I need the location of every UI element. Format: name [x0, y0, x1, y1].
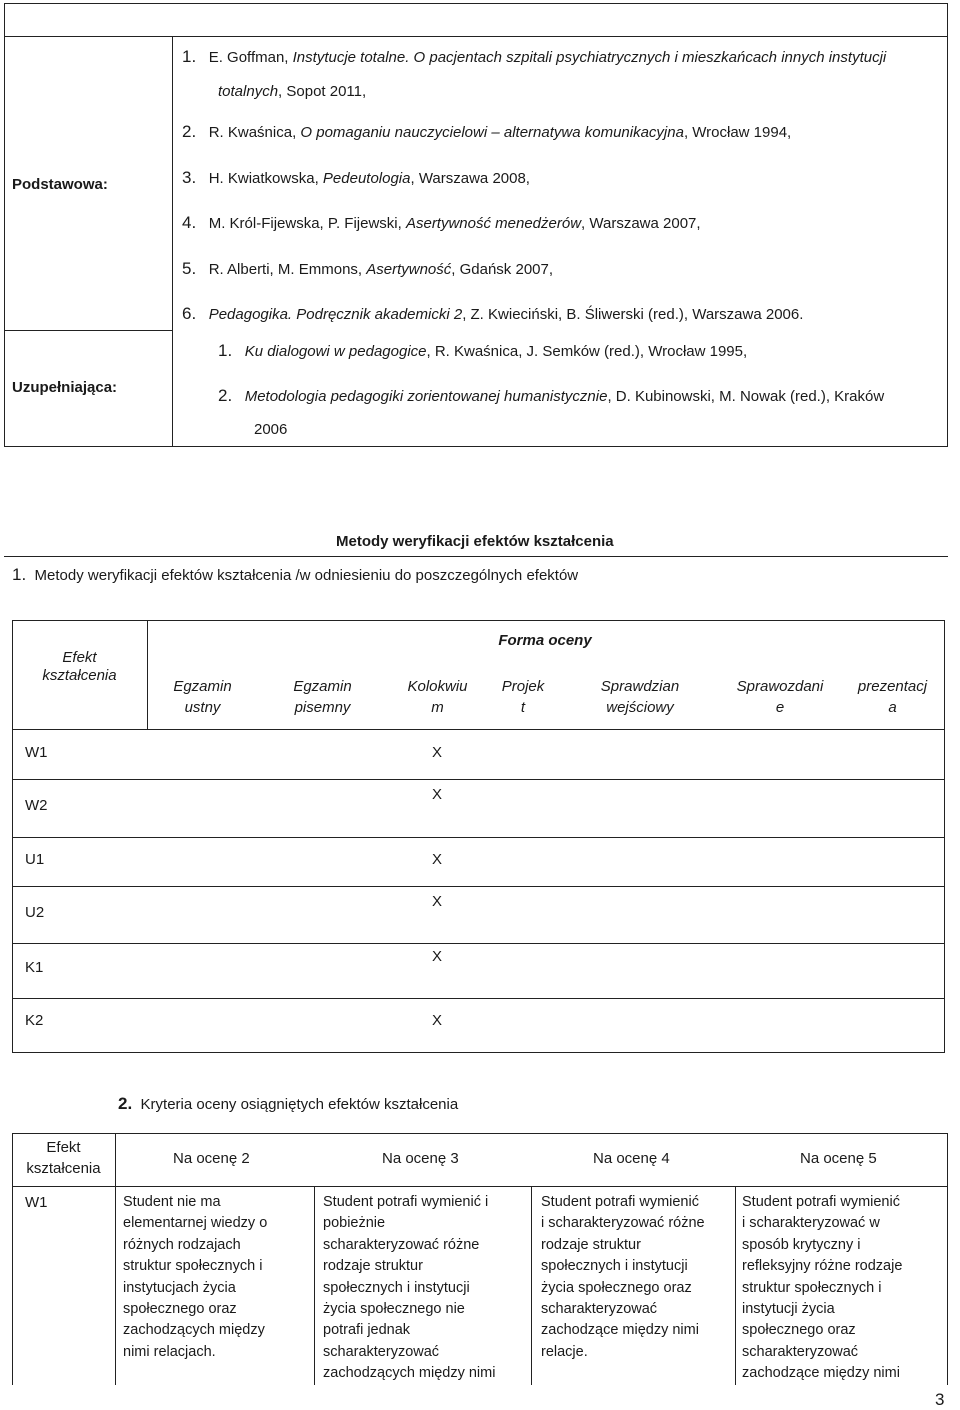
methods-first-col-header: Efekt kształcenia	[42, 649, 117, 684]
basic-item-1-cont: totalnych, Sopot 2011,	[218, 83, 367, 100]
methods-title: Metody weryfikacji efektów kształcenia	[336, 533, 614, 550]
criteria-header-2: Na ocenę 2	[173, 1150, 250, 1167]
col-sprawdzian: Sprawdzian wejściowy	[600, 678, 680, 716]
table-row-mark: X	[432, 1012, 443, 1029]
supplementary-literature-label: Uzupełniająca:	[12, 379, 118, 396]
basic-item-6: 6. Pedagogika. Podręcznik akademicki 2, Z. Kwieciński, B. Śliwerski (red.), Warszawa 2006.	[182, 304, 804, 323]
col-kolokwium: Kolokwiu m	[407, 678, 468, 716]
criteria-header-3: Na ocenę 3	[382, 1150, 459, 1167]
table-row-label: K2	[25, 1012, 44, 1029]
col-prezentacja: prezentacj a	[857, 678, 928, 716]
methods-subtitle: 1. Metody weryfikacji efektów kształcenia /w odniesieniu do poszczególnych efektów	[12, 565, 579, 584]
col-projekt: Projek t	[501, 678, 545, 716]
supplementary-item-2: 2. Metodologia pedagogiki zorientowanej humanistycznie, D. Kubinowski, M. Nowak (red.), Kraków	[218, 386, 885, 405]
criteria-cell-3: Student potrafi wymienić i pobieżnie scharakteryzować różne rodzaje struktur społecznych i instytucji życia społecznego nie potrafi jednak scharakteryzować zachodzących między nimi	[323, 1194, 496, 1382]
table-row-label: U2	[25, 904, 45, 921]
criteria-header-5: Na ocenę 5	[800, 1150, 877, 1167]
criteria-first-col-header: Efekt kształcenia	[26, 1139, 101, 1177]
basic-item-4: 4. M. Król-Fijewska, P. Fijewski, Asertywność menedżerów, Warszawa 2007,	[182, 213, 701, 232]
table-row-mark: X	[432, 851, 443, 868]
criteria-title: 2. Kryteria oceny osiągniętych efektów kształcenia	[118, 1094, 459, 1113]
forma-oceny-header: Forma oceny	[498, 632, 592, 649]
table-row-label: K1	[25, 959, 44, 976]
table-row-mark: X	[432, 948, 443, 965]
basic-literature-label: Podstawowa:	[12, 176, 108, 193]
table-row-mark: X	[432, 786, 443, 803]
page-number: 3	[935, 1390, 945, 1409]
table-row-mark: X	[432, 893, 443, 910]
table-row-label: W2	[25, 797, 48, 814]
col-sprawozdanie: Sprawozdani e	[736, 678, 824, 716]
criteria-cell-2: Student nie ma elementarnej wiedzy o różnych rodzajach struktur społecznych i instytucjach życia społecznego oraz zachodzących między nimi relacjach.	[123, 1194, 268, 1360]
supplementary-item-2-cont: 2006	[254, 421, 288, 438]
criteria-cell-4: Student potrafi wymienić i scharakteryzować różne rodzaje struktur społecznych i instytucji życia społecznego oraz scharakteryzować zachodzące między nimi relacje.	[541, 1194, 705, 1360]
criteria-row-label: W1	[25, 1194, 48, 1211]
col-egzamin-ustny: Egzamin ustny	[173, 678, 232, 716]
basic-item-3: 3. H. Kwiatkowska, Pedeutologia, Warszawa 2008,	[182, 168, 530, 187]
criteria-header-4: Na ocenę 4	[593, 1150, 670, 1167]
criteria-cell-5: Student potrafi wymienić i scharakteryzować w sposób krytyczny i refleksyjny różne rodzaje struktur społecznych i instytucji życia społecznego oraz scharakteryzować zachodzące między nimi	[742, 1194, 903, 1382]
basic-item-1: 1. E. Goffman, Instytucje totalne. O pacjentach szpitali psychiatrycznych i mieszkańcach innych instytucji	[182, 47, 887, 66]
table-row-label: W1	[25, 744, 48, 761]
col-egzamin-pisemny: Egzamin pisemny	[293, 678, 352, 716]
basic-item-5: 5. R. Alberti, M. Emmons, Asertywność, Gdańsk 2007,	[182, 259, 554, 278]
table-row-mark: X	[432, 744, 443, 761]
supplementary-item-1: 1. Ku dialogowi w pedagogice, R. Kwaśnica, J. Semków (red.), Wrocław 1995,	[218, 341, 748, 360]
basic-item-2: 2. R. Kwaśnica, O pomaganiu nauczycielowi – alternatywa komunikacyjna, Wrocław 1994,	[182, 122, 792, 141]
table-row-label: U1	[25, 851, 45, 868]
